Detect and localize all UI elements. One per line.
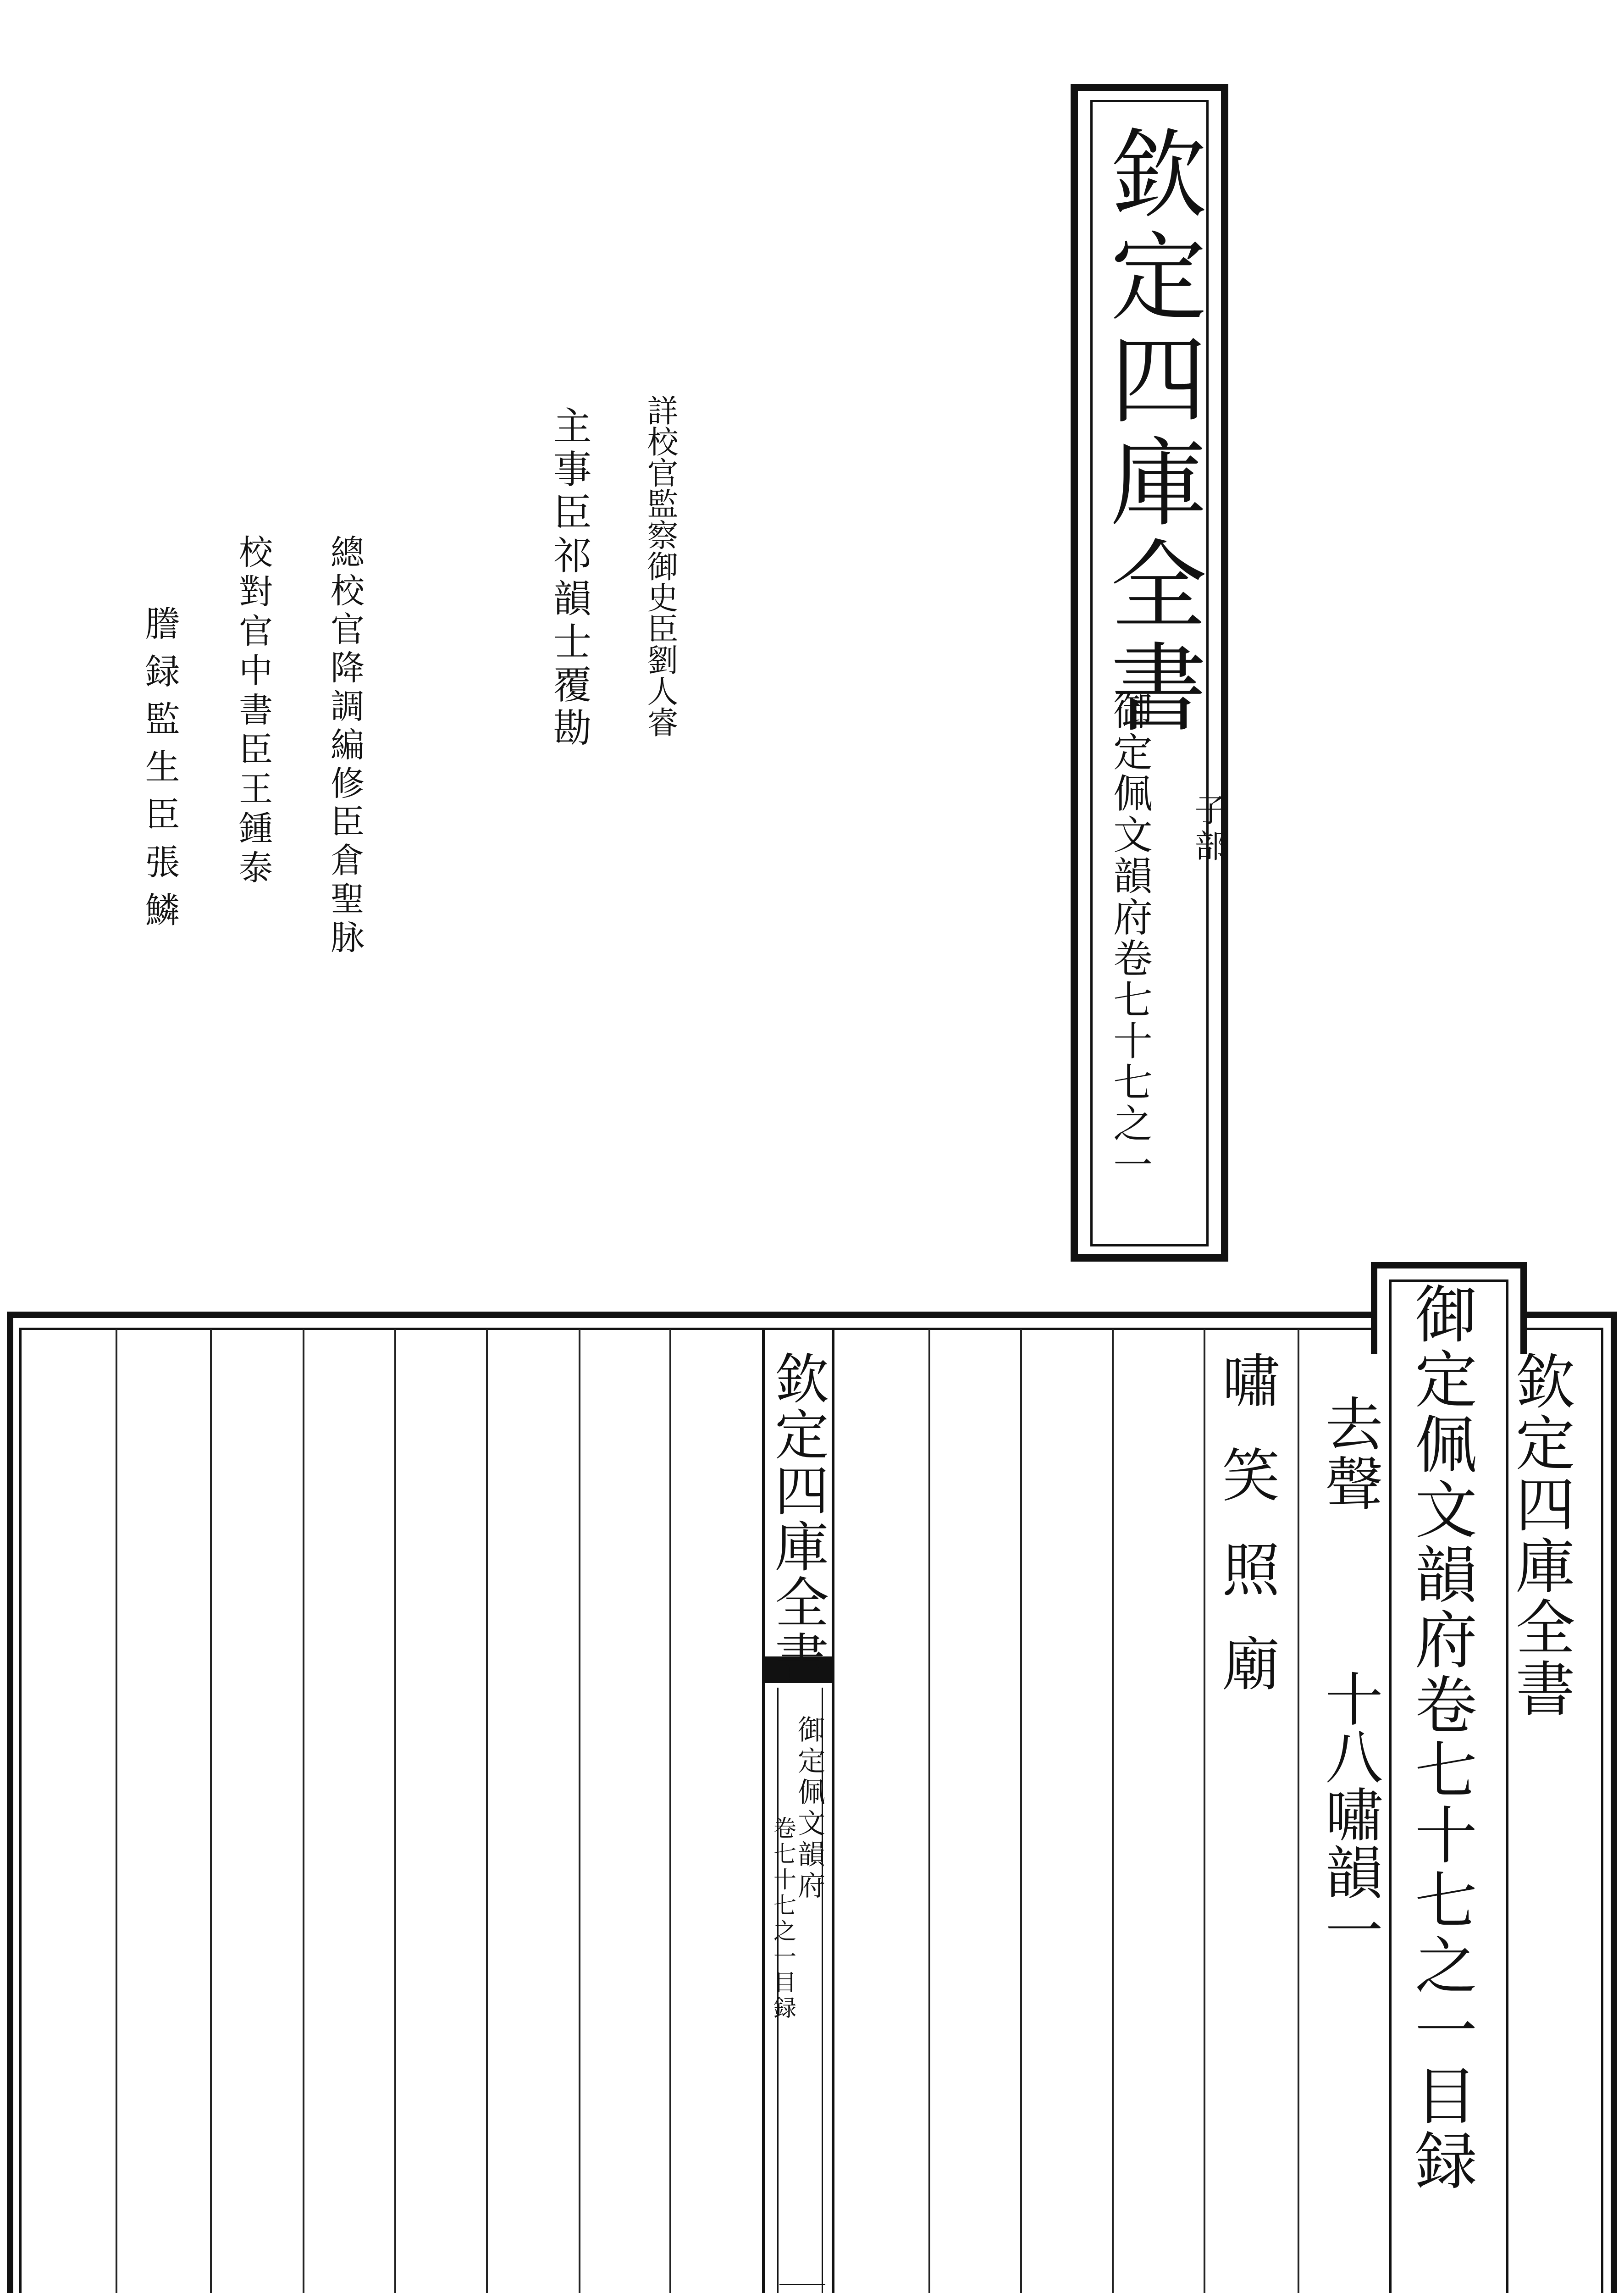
column-rule bbox=[394, 1329, 396, 2293]
section-tone: 去聲 bbox=[1316, 1394, 1383, 1513]
fold-tick bbox=[779, 2284, 825, 2285]
column-rule bbox=[1112, 1329, 1114, 2293]
official-collator: 校對官中書臣王鍾泰 bbox=[233, 534, 273, 889]
official-reviewer-aide: 主事臣祁韻士覆勘 bbox=[547, 406, 592, 751]
title-collection-name: 欽定四庫全書 bbox=[1094, 124, 1207, 740]
rhyme-characters: 嘯笑照廟 bbox=[1213, 1351, 1280, 1728]
official-copyist: 謄録監生臣張鱗 bbox=[139, 605, 180, 939]
fold-title-line2: 卷七十七之一目録 bbox=[770, 1816, 796, 2022]
column-rule bbox=[928, 1329, 930, 2293]
sheet-toc-title: 御定佩文韻府卷七十七之一目録 bbox=[1404, 1282, 1476, 2193]
title-category: 子部 bbox=[1189, 793, 1227, 865]
column-rule bbox=[1298, 1329, 1299, 2293]
column-rule bbox=[116, 1329, 117, 2293]
sheet-collection-name: 欽定四庫全書 bbox=[1506, 1351, 1575, 1719]
official-reviewer: 詳校官監察御史臣劉人睿 bbox=[642, 394, 678, 737]
column-rule bbox=[303, 1329, 304, 2293]
official-chief-collator: 總校官降調編修臣倉聖脉 bbox=[325, 534, 365, 958]
fold-collection-name: 欽定四庫全書 bbox=[766, 1351, 829, 1686]
column-rule bbox=[1204, 1329, 1205, 2293]
column-rule bbox=[1020, 1329, 1022, 2293]
rhyme-group-heading: 十八嘯韻一 bbox=[1316, 1669, 1383, 1958]
column-rule bbox=[579, 1329, 580, 2293]
fold-title-line1: 御定佩文韻府 bbox=[793, 1715, 825, 1902]
title-work-volume: 御定佩文韻府卷七十七之一 bbox=[1106, 690, 1152, 1185]
column-rule bbox=[486, 1329, 488, 2293]
column-rule bbox=[669, 1329, 671, 2293]
column-rule bbox=[210, 1329, 212, 2293]
